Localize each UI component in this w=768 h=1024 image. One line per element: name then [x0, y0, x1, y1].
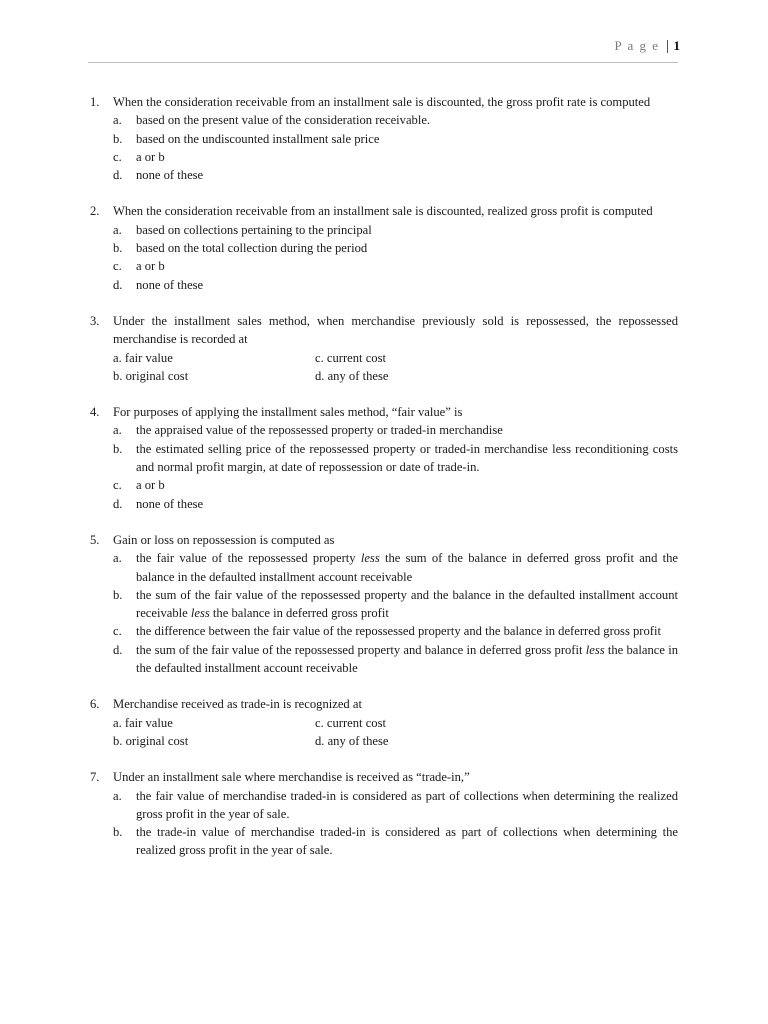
option-letter: a. — [113, 222, 122, 237]
page-number: 1 — [673, 38, 680, 53]
option-text: the balance in deferred gross profit — [209, 606, 389, 621]
question-number: 5. — [90, 532, 100, 547]
option-text: based on the present value of the consideration receivable. — [136, 113, 431, 128]
option-letter: b. — [113, 241, 123, 256]
option-letter: c. — [113, 624, 122, 639]
option-text: the difference between the fair value of the repossessed property and the balance in deferred gross profit — [136, 624, 661, 639]
answer-option — [113, 586, 678, 623]
answer-option — [113, 549, 678, 586]
question-text: Gain or loss on repossession is computed as — [113, 532, 335, 547]
option-emphasis: less — [585, 642, 605, 657]
answer-option — [113, 148, 678, 166]
option-text: none of these — [136, 277, 204, 292]
answer-option: a. fair value — [113, 715, 173, 730]
answer-option: d. any of these — [315, 368, 389, 383]
answer-option — [113, 622, 678, 640]
answer-option — [113, 495, 678, 513]
question-4 — [88, 403, 678, 513]
question-text: For purposes of applying the installment sales method, “fair value” is — [113, 405, 463, 420]
question-text: Under an installment sale where merchandise is received as “trade-in,” — [113, 770, 470, 785]
option-emphasis: less — [190, 606, 210, 621]
question-text: When the consideration receivable from an installment sale is discounted, the gross profit rate is computed — [113, 95, 651, 109]
answer-option — [113, 641, 678, 678]
option-letter: a. — [113, 423, 122, 438]
question-number: 1. — [90, 95, 100, 109]
page-header — [614, 37, 680, 55]
option-text: the estimated selling price of the repossessed property or traded-in merchandise less reconditioning costs and normal profit margin, at date of repossession or date of trade-in. — [136, 441, 678, 475]
option-text: based on collections pertaining to the principal — [136, 222, 372, 237]
answer-option: d. any of these — [315, 733, 389, 748]
option-letter: b. — [113, 441, 123, 456]
answer-option — [113, 440, 678, 477]
question-5 — [88, 531, 678, 677]
option-text: none of these — [136, 496, 204, 511]
option-text: the balance in the defaulted installment account receivable — [136, 642, 678, 676]
option-text: the sum of the fair value of the repossessed property and the balance in the defaulted installment account receivable — [136, 587, 678, 621]
option-letter: b. — [113, 825, 123, 840]
header-separator — [667, 40, 668, 53]
answer-grid — [113, 349, 678, 386]
question-number: 3. — [90, 313, 100, 328]
option-text: the fair value of merchandise traded-in is considered as part of collections when determining the realized gross profit in the year of sale. — [136, 788, 678, 821]
option-text: a or b — [136, 149, 165, 164]
answer-option — [113, 787, 678, 824]
option-text: a or b — [136, 478, 165, 493]
answer-option: c. current cost — [315, 715, 386, 730]
answer-option: b. original cost — [113, 368, 189, 383]
option-letter: a. — [113, 551, 122, 566]
option-letter: b. — [113, 587, 123, 602]
option-text: the appraised value of the repossessed property or traded-in merchandise — [136, 423, 503, 438]
answer-option — [113, 823, 678, 860]
answer-option — [113, 476, 678, 494]
answer-option: c. current cost — [315, 350, 386, 365]
option-letter: a. — [113, 788, 122, 803]
answer-option: a. fair value — [113, 350, 173, 365]
question-number: 2. — [90, 204, 100, 219]
option-letter: d. — [113, 496, 123, 511]
answer-option — [113, 130, 678, 148]
answer-grid — [113, 714, 678, 751]
option-text: a or b — [136, 259, 165, 274]
answer-option — [113, 166, 678, 184]
question-6 — [88, 695, 678, 750]
question-text: Under the installment sales method, when merchandise previously sold is repossessed, the repossessed merchandise is recorded at — [113, 313, 678, 347]
option-letter: c. — [113, 478, 122, 493]
answer-option — [113, 257, 678, 275]
option-emphasis: less — [360, 551, 380, 566]
question-3 — [88, 312, 678, 385]
option-text: none of these — [136, 168, 204, 183]
option-letter: c. — [113, 259, 122, 274]
question-number: 4. — [90, 405, 100, 420]
question-1 — [88, 93, 678, 184]
question-text: When the consideration receivable from an installment sale is discounted, realized gross profit is computed — [113, 204, 653, 219]
page-label: P a g e — [614, 38, 660, 53]
option-text: the trade-in value of merchandise traded-in is considered as part of collections when determining the realized gross profit in the year of sale. — [136, 825, 678, 858]
answer-option — [113, 111, 678, 129]
option-text: the fair value of the repossessed property — [136, 551, 361, 566]
option-text: the sum of the fair value of the repossessed property and balance in deferred gross profit — [136, 642, 586, 657]
option-letter: d. — [113, 277, 123, 292]
option-text: based on the undiscounted installment sale price — [136, 131, 380, 146]
header-rule — [88, 62, 678, 63]
question-2 — [88, 202, 678, 293]
question-list — [88, 93, 678, 878]
option-letter: a. — [113, 113, 122, 128]
question-7 — [88, 768, 678, 859]
answer-option: b. original cost — [113, 733, 189, 748]
question-number: 6. — [90, 697, 100, 712]
option-text: based on the total collection during the period — [136, 241, 368, 256]
option-letter: d. — [113, 168, 123, 183]
answer-option — [113, 276, 678, 294]
answer-option — [113, 221, 678, 239]
option-text: the sum of the balance in deferred gross profit and the balance in the defaulted installment account receivable — [136, 551, 679, 584]
option-letter: b. — [113, 131, 123, 146]
question-text: Merchandise received as trade-in is recognized at — [113, 697, 362, 712]
question-number: 7. — [90, 770, 100, 785]
answer-option — [113, 239, 678, 257]
option-letter: c. — [113, 149, 122, 164]
option-letter: d. — [113, 642, 123, 657]
answer-option — [113, 421, 678, 439]
